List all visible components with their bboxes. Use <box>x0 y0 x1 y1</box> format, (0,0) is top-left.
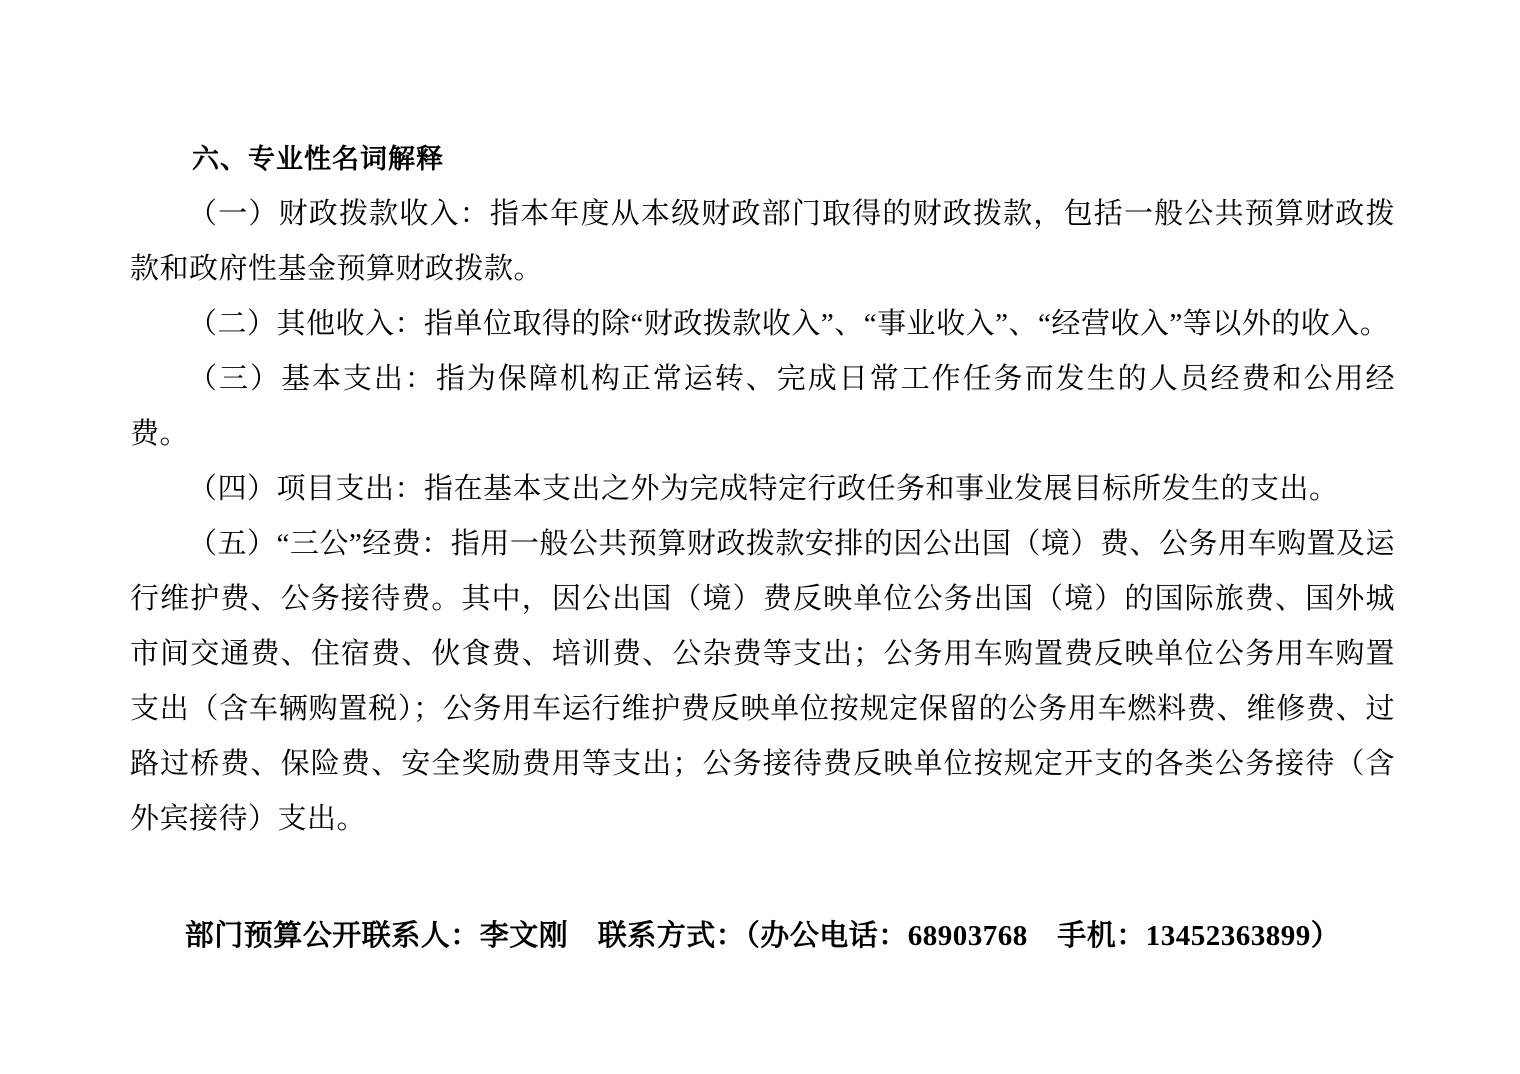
paragraph-fiscal-appropriation-income: （一）财政拨款收入：指本年度从本级财政部门取得的财政拨款，包括一般公共预算财政拨款和政府性基金预算财政拨款。 <box>130 198 1395 285</box>
paragraph-basic-expenditure: （三）基本支出：指为保障机构正常运转、完成日常工作任务而发生的人员经费和公用经费。 <box>130 363 1395 450</box>
paragraph-project-expenditure: （四）项目支出：指在基本支出之外为完成特定行政任务和事业发展目标所发生的支出。 <box>188 473 1339 505</box>
section-heading: 六、专业性名词解释 <box>192 144 444 174</box>
paragraph-three-public-funds: （五）“三公”经费：指用一般公共预算财政拨款安排的因公出国（境）费、公务用车购置及运行维护费、公务接待费。其中，因公出国（境）费反映单位公务出国（境）的国际旅费、国外城市间交通费、住宿费、伙食费、培训费、公杂费等支出；公务用车购置费反映单位公务用车购置支出（含车辆购置税）；公务用车运行维护费反映单位按规定保留的公务用车燃料费、维修费、过路过桥费、保险费、安全奖励费用等支出；公务接待费反映单位按规定开支的各类公务接待（含外宾接待）支出。 <box>130 528 1395 835</box>
budget-contact-line: 部门预算公开联系人：李文刚 联系方式：（办公电话：68903768 手机：13452363899） <box>184 920 1341 952</box>
paragraph-other-income: （二）其他收入：指单位取得的除“财政拨款收入”、“事业收入”、“经营收入”等以外的收入。 <box>188 308 1390 340</box>
